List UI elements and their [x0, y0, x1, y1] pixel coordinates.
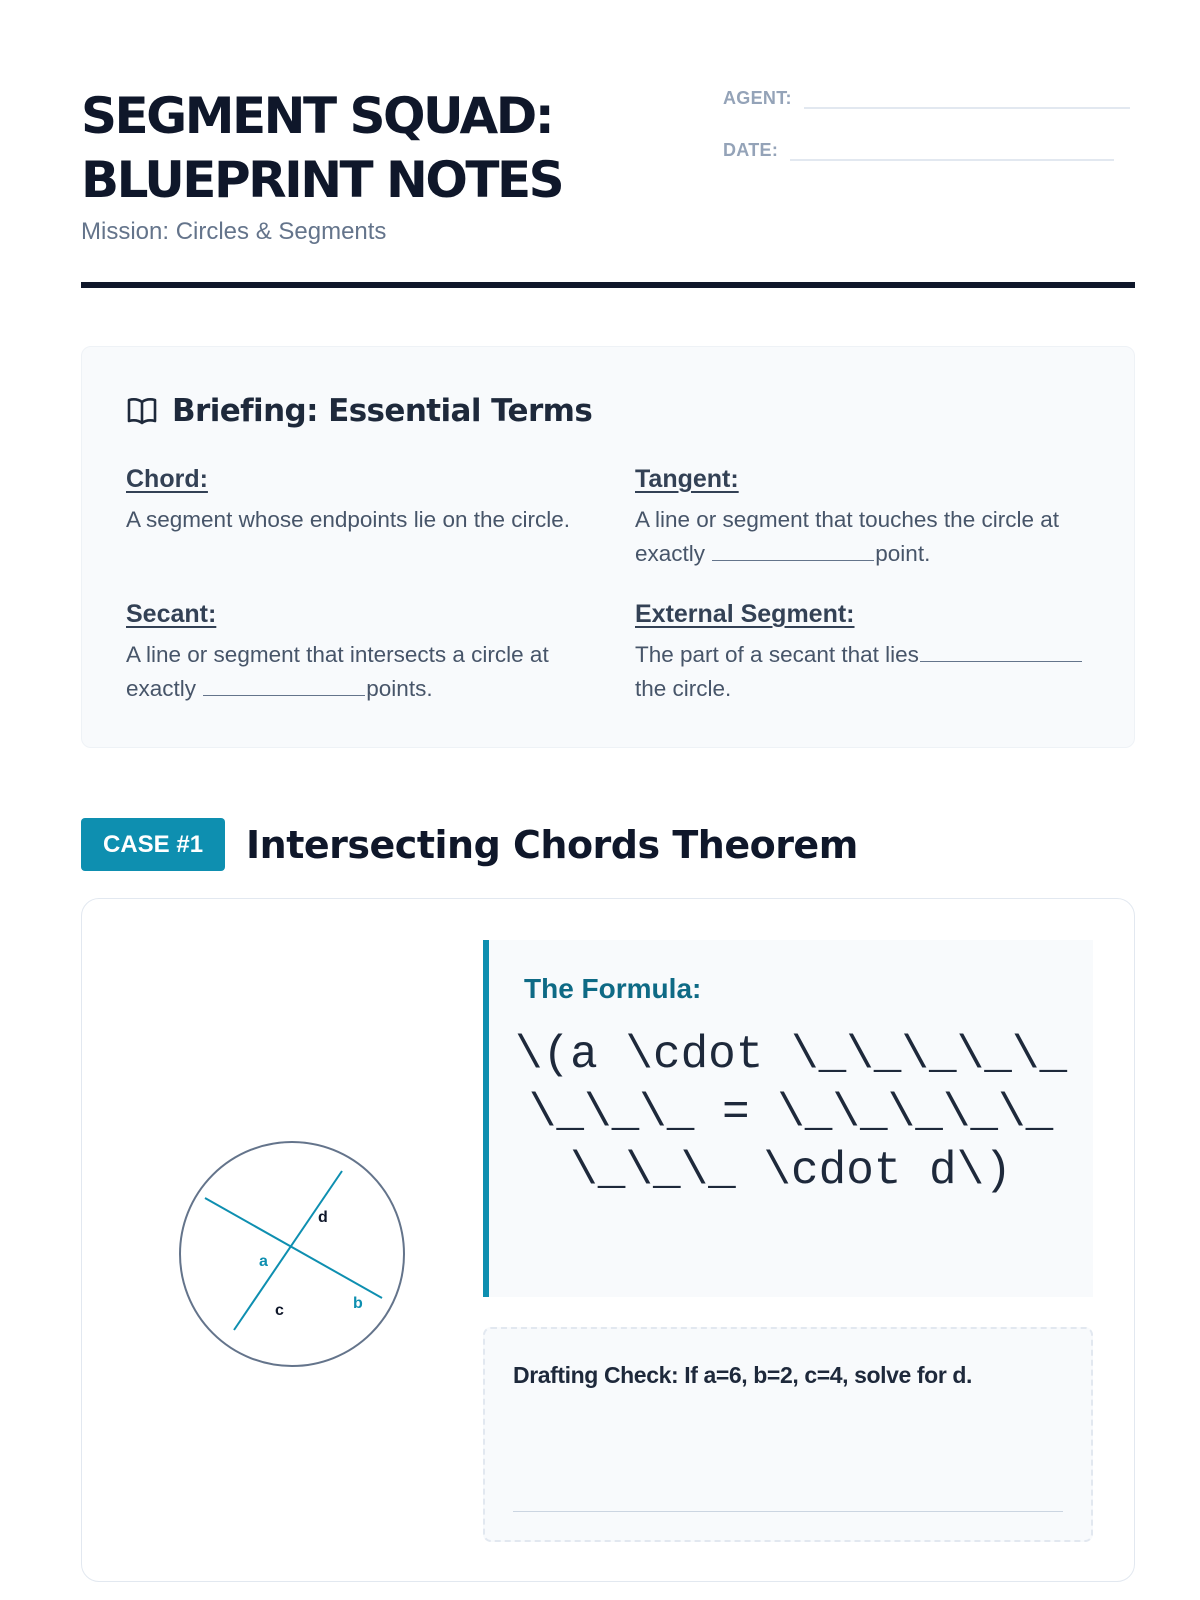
external-blank[interactable]	[920, 638, 1082, 662]
label-d: d	[318, 1209, 328, 1226]
answer-line[interactable]	[513, 1511, 1063, 1512]
label-b: b	[353, 1295, 363, 1312]
date-field[interactable]	[723, 140, 1114, 161]
term-external-text-end: the circle.	[635, 676, 732, 701]
title-block	[81, 84, 681, 212]
briefing-heading	[126, 393, 592, 429]
term-secant	[126, 600, 586, 706]
case-heading	[81, 818, 858, 871]
term-secant-text-end: points.	[366, 676, 433, 701]
date-input-line[interactable]	[790, 141, 1114, 161]
page-title-line-2: BLUEPRINT NOTES	[81, 151, 563, 209]
formula-text: \(a \cdot \_\_\_\_\_\_\_\_ = \_\_\_\_\_\_\_\_ \cdot d\)	[514, 1029, 1068, 1197]
circle-outline	[180, 1142, 404, 1366]
term-tangent-definition	[635, 503, 1095, 571]
term-tangent-name: Tangent:	[635, 465, 739, 493]
formula-box	[483, 940, 1093, 1297]
drafting-check-box	[483, 1327, 1093, 1542]
intersecting-chords-diagram	[177, 1139, 407, 1369]
term-secant-text: A line or segment that intersects a circle at exactly	[126, 642, 549, 701]
formula-label: The Formula:	[524, 973, 702, 1004]
term-chord-name: Chord:	[126, 465, 208, 493]
term-chord-definition: A segment whose endpoints lie on the circle.	[126, 507, 571, 532]
page-subtitle: Mission: Circles & Segments	[81, 218, 387, 245]
book-open-icon	[126, 396, 158, 426]
secant-blank[interactable]	[203, 672, 365, 696]
case-badge: CASE #1	[81, 818, 225, 871]
term-secant-definition	[126, 638, 586, 706]
term-external-segment	[635, 600, 1095, 706]
tangent-blank[interactable]	[712, 537, 874, 561]
term-tangent	[635, 465, 1095, 571]
term-tangent-text-end: point.	[875, 541, 931, 566]
term-secant-name: Secant:	[126, 600, 217, 628]
label-c: c	[275, 1302, 284, 1319]
briefing-panel	[81, 346, 1135, 748]
label-a: a	[259, 1253, 268, 1270]
case-card	[81, 898, 1135, 1582]
briefing-title: Briefing: Essential Terms	[172, 393, 593, 429]
worksheet-header	[81, 84, 1135, 294]
agent-input-line[interactable]	[804, 89, 1130, 109]
term-external-text: The part of a secant that lies	[635, 642, 919, 667]
agent-field[interactable]	[723, 88, 1130, 109]
header-divider	[81, 282, 1135, 288]
term-tangent-text: A line or segment that touches the circle at exactly	[635, 507, 1059, 566]
date-label: DATE:	[723, 140, 779, 160]
term-external-name: External Segment:	[635, 600, 855, 628]
term-chord	[126, 465, 586, 537]
case-title: Intersecting Chords Theorem	[246, 822, 858, 867]
drafting-check-prompt: Drafting Check: If a=6, b=2, c=4, solve for d.	[513, 1362, 973, 1388]
agent-label: AGENT:	[723, 88, 792, 108]
page-title-line-1: SEGMENT SQUAD:	[81, 87, 553, 145]
term-external-definition	[635, 638, 1095, 706]
